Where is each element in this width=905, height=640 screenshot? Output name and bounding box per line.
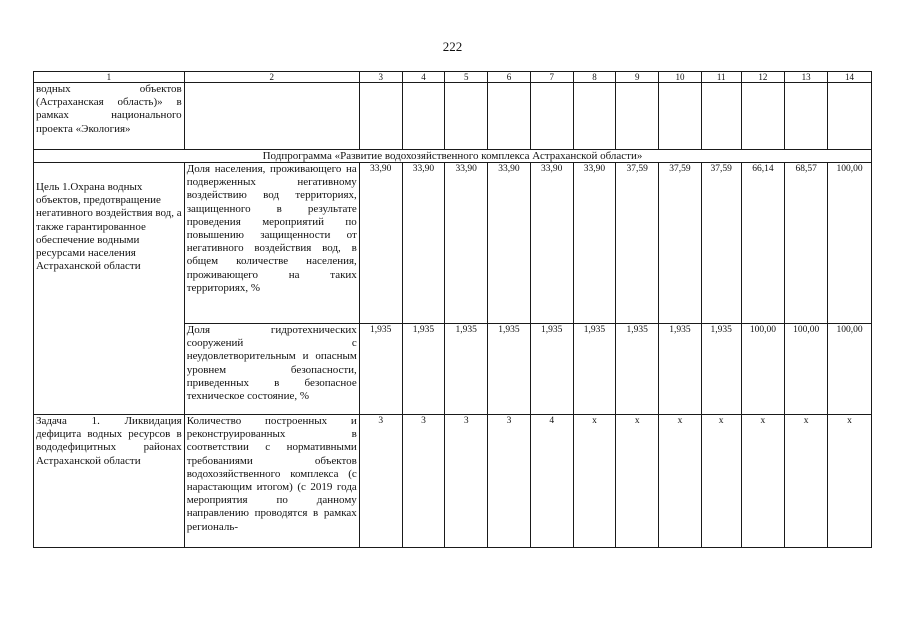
indicator-value: 1,935 — [402, 324, 445, 415]
indicator-value: 100,00 — [828, 324, 872, 415]
column-number: 5 — [445, 72, 488, 83]
subprogram-row — [34, 150, 872, 163]
task-indicator-value: х — [785, 415, 828, 548]
task-indicator-value: х — [659, 415, 702, 548]
task-indicator-name: Количество построенных и реконструированных в соответствии с нормативными требованиями объектов водохозяйственного комплекса (с нарастающим итогом) (с 2019 года мероприятия по данному направлению проводятся в рамках региональ- — [184, 415, 359, 548]
column-number-row — [34, 72, 872, 83]
goal-cell — [34, 163, 185, 415]
indicator-value: 33,90 — [402, 163, 445, 324]
indicator-value: 68,57 — [785, 163, 828, 324]
indicator-value: 33,90 — [573, 163, 616, 324]
indicator-name: Доля гидротехнических сооружений с неудовлетворительным и опасным уровнем безопасности, приведенных в безопасное техническое состояние, % — [184, 324, 359, 415]
task-row — [34, 415, 872, 548]
task-indicator-value: х — [741, 415, 785, 548]
indicator-value: 33,90 — [359, 163, 402, 324]
indicator-value: 33,90 — [488, 163, 531, 324]
empty-cell — [785, 83, 828, 150]
indicator-value: 100,00 — [741, 324, 785, 415]
empty-cell — [530, 83, 573, 150]
column-number: 14 — [828, 72, 872, 83]
indicator-row — [34, 163, 872, 324]
indicator-value: 1,935 — [445, 324, 488, 415]
empty-cell — [741, 83, 785, 150]
empty-cell — [445, 83, 488, 150]
indicators-table — [33, 71, 872, 548]
continuation-row — [34, 83, 872, 150]
column-number: 9 — [616, 72, 659, 83]
subprogram-title: Подпрограмма «Развитие водохозяйственного комплекса Астраханской области» — [34, 150, 872, 163]
column-number: 13 — [785, 72, 828, 83]
indicator-value: 1,935 — [616, 324, 659, 415]
indicator-value: 1,935 — [530, 324, 573, 415]
empty-cell — [184, 83, 359, 150]
indicator-value: 37,59 — [659, 163, 702, 324]
task-indicator-value: 4 — [530, 415, 573, 548]
goal-name: Цель 1.Охрана водных объектов, предотвращение негативного воздействия вод, а также гарантированное обеспечение водными ресурсами населения Астраханской области — [36, 181, 182, 273]
task-indicator-value: х — [701, 415, 741, 548]
indicator-value: 1,935 — [488, 324, 531, 415]
page-number: 222 — [442, 39, 463, 54]
empty-cell — [488, 83, 531, 150]
task-indicator-value: 3 — [359, 415, 402, 548]
column-number: 4 — [402, 72, 445, 83]
indicator-value: 1,935 — [359, 324, 402, 415]
column-number: 3 — [359, 72, 402, 83]
indicator-value: 37,59 — [701, 163, 741, 324]
empty-cell — [659, 83, 702, 150]
indicator-value: 33,90 — [530, 163, 573, 324]
column-number: 6 — [488, 72, 531, 83]
task-indicator-value: х — [573, 415, 616, 548]
indicator-value: 1,935 — [573, 324, 616, 415]
indicator-value: 1,935 — [701, 324, 741, 415]
empty-cell — [402, 83, 445, 150]
empty-cell — [573, 83, 616, 150]
column-number: 8 — [573, 72, 616, 83]
indicator-value: 66,14 — [741, 163, 785, 324]
indicator-name: Доля населения, проживающего на подверженных негативному воздействию вод территориях, защищенного в результате проведения мероприятий по повышению защищенности от негативного воздействия вод, в общем количестве населения, проживающего на таких территориях, % — [184, 163, 359, 324]
empty-cell — [828, 83, 872, 150]
task-indicator-value: 3 — [402, 415, 445, 548]
column-number: 11 — [701, 72, 741, 83]
indicator-value: 100,00 — [828, 163, 872, 324]
column-number: 12 — [741, 72, 785, 83]
column-number: 2 — [184, 72, 359, 83]
task-indicator-value: 3 — [488, 415, 531, 548]
task-indicator-value: 3 — [445, 415, 488, 548]
task-indicator-value: х — [616, 415, 659, 548]
task-name: Задача 1. Ликвидация дефицита водных ресурсов в вододефицитных районах Астраханской области — [34, 415, 185, 548]
indicator-value: 100,00 — [785, 324, 828, 415]
empty-cell — [359, 83, 402, 150]
indicator-value: 33,90 — [445, 163, 488, 324]
indicator-value: 37,59 — [616, 163, 659, 324]
column-number: 1 — [34, 72, 185, 83]
task-indicator-value: х — [828, 415, 872, 548]
column-number: 10 — [659, 72, 702, 83]
continuation-name-cell: водных объектов (Астраханская область)» в рамках национального проекта «Экология» — [34, 83, 185, 150]
indicator-value: 1,935 — [659, 324, 702, 415]
empty-cell — [701, 83, 741, 150]
column-number: 7 — [530, 72, 573, 83]
empty-cell — [616, 83, 659, 150]
